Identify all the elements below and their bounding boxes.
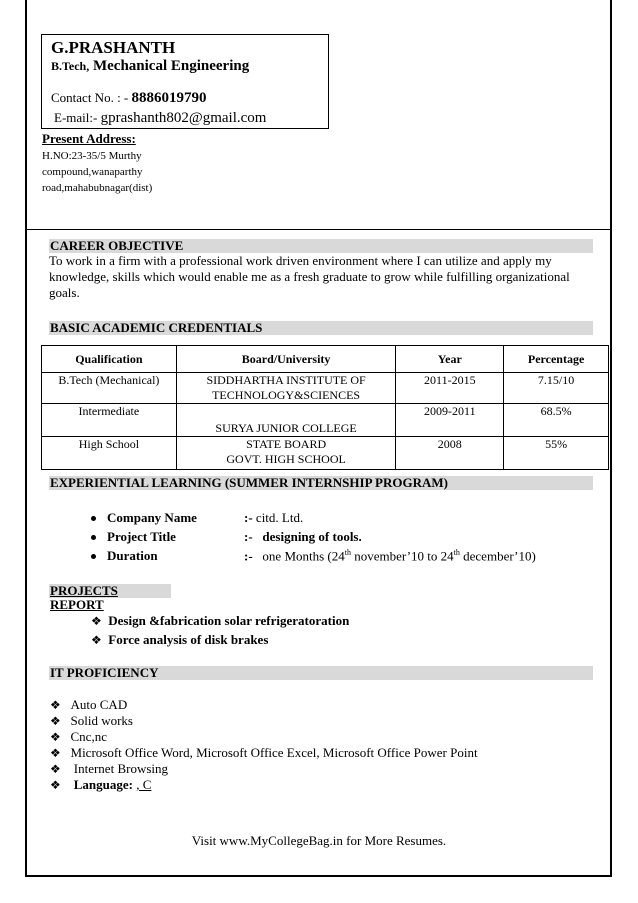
- table-cell: 7.15/10: [504, 373, 609, 404]
- contact-number: 8886019790: [131, 90, 207, 106]
- table-cell: SIDDHARTHA INSTITUTE OF TECHNOLOGY&SCIENCES: [176, 373, 396, 404]
- table-row: [42, 404, 609, 437]
- table-cell: SURYA JUNIOR COLLEGE: [176, 404, 396, 437]
- address-line: H.NO:23-35/5 Murthy: [42, 150, 142, 162]
- diamond-bullet-icon: ❖: [50, 746, 61, 760]
- column-header: Percentage: [504, 346, 609, 373]
- internship-value: :- citd. Ltd.: [244, 510, 304, 525]
- internship-label: Project Title: [107, 529, 176, 544]
- diamond-bullet-icon: ❖: [50, 762, 61, 776]
- career-heading: CAREER OBJECTIVE: [49, 239, 593, 253]
- table-row: [42, 373, 609, 404]
- it-item-language: ❖ Language: , C: [50, 777, 152, 792]
- project-item: ❖ Design &fabrication solar refrigeratoration: [91, 613, 350, 628]
- bullet-icon: [91, 535, 96, 540]
- projects-heading: PROJECTS REPORT: [49, 584, 171, 598]
- diamond-bullet-icon: ❖: [91, 633, 102, 647]
- table-cell: High School: [42, 437, 177, 470]
- table-cell: Intermediate: [42, 404, 177, 437]
- address-heading: Present Address:: [42, 131, 136, 146]
- it-item: ❖ Cnc,nc: [50, 729, 107, 744]
- internship-label: Company Name: [107, 510, 197, 525]
- career-text: To work in a firm with a professional work driven environment where I can utilize and apply my knowledge, skills which would enable me as a fresh graduate to grow while fulfilling organizational goals.: [49, 253, 570, 300]
- email-line: [54, 110, 266, 127]
- internship-value: :- designing of tools.: [244, 529, 362, 544]
- diamond-bullet-icon: ❖: [91, 614, 102, 628]
- academic-table: [41, 345, 609, 470]
- address-line: compound,wanaparthy: [42, 166, 143, 178]
- column-header: Year: [396, 346, 504, 373]
- contact-label: Contact No. : -: [51, 90, 129, 105]
- divider: [25, 229, 612, 230]
- table-header-row: [42, 346, 609, 373]
- project-item: ❖ Force analysis of disk brakes: [91, 632, 269, 647]
- table-cell: 68.5%: [504, 404, 609, 437]
- it-item: ❖ Microsoft Office Word, Microsoft Office Excel, Microsoft Office Power Point: [50, 745, 478, 760]
- degree-prefix: B.Tech,: [51, 59, 90, 73]
- address-line: road,mahabubnagar(dist): [42, 182, 153, 194]
- diamond-bullet-icon: ❖: [50, 730, 61, 744]
- degree: [51, 58, 249, 75]
- footer-text: Visit www.MyCollegeBag.in for More Resumes.: [191, 833, 447, 848]
- diamond-bullet-icon: ❖: [50, 698, 61, 712]
- bullet-icon: [91, 554, 96, 559]
- diamond-bullet-icon: ❖: [50, 714, 61, 728]
- internship-value: :- one Months (24th november’10 to 24th december’10): [244, 548, 536, 564]
- internship-label: Duration: [107, 548, 158, 563]
- candidate-name: G.PRASHANTH: [51, 38, 176, 57]
- table-cell: STATE BOARD GOVT. HIGH SCHOOL: [176, 437, 396, 470]
- table-cell: 2009-2011: [396, 404, 504, 437]
- contact-line: [51, 90, 207, 107]
- table-row: [42, 437, 609, 470]
- column-header: Qualification: [42, 346, 177, 373]
- bullet-icon: [91, 516, 96, 521]
- diamond-bullet-icon: ❖: [50, 778, 61, 792]
- table-cell: B.Tech (Mechanical): [42, 373, 177, 404]
- degree-field: Mechanical Engineering: [92, 58, 250, 74]
- column-header: Board/University: [176, 346, 396, 373]
- internship-heading: EXPERIENTIAL LEARNING (SUMMER INTERNSHIP PROGRAM): [49, 476, 593, 490]
- it-item: ❖ Auto CAD: [50, 697, 128, 712]
- it-item: ❖ Solid works: [50, 713, 133, 728]
- email-label: E-mail:-: [54, 110, 98, 125]
- email-value: gprashanth802@gmail.com: [100, 110, 267, 126]
- table-cell: 2011-2015: [396, 373, 504, 404]
- table-cell: 55%: [504, 437, 609, 470]
- it-item: ❖ Internet Browsing: [50, 761, 168, 776]
- it-heading: IT PROFICIENCY: [49, 666, 593, 680]
- address-block: [42, 148, 202, 196]
- table-cell: 2008: [396, 437, 504, 470]
- academic-heading: BASIC ACADEMIC CREDENTIALS: [49, 321, 593, 335]
